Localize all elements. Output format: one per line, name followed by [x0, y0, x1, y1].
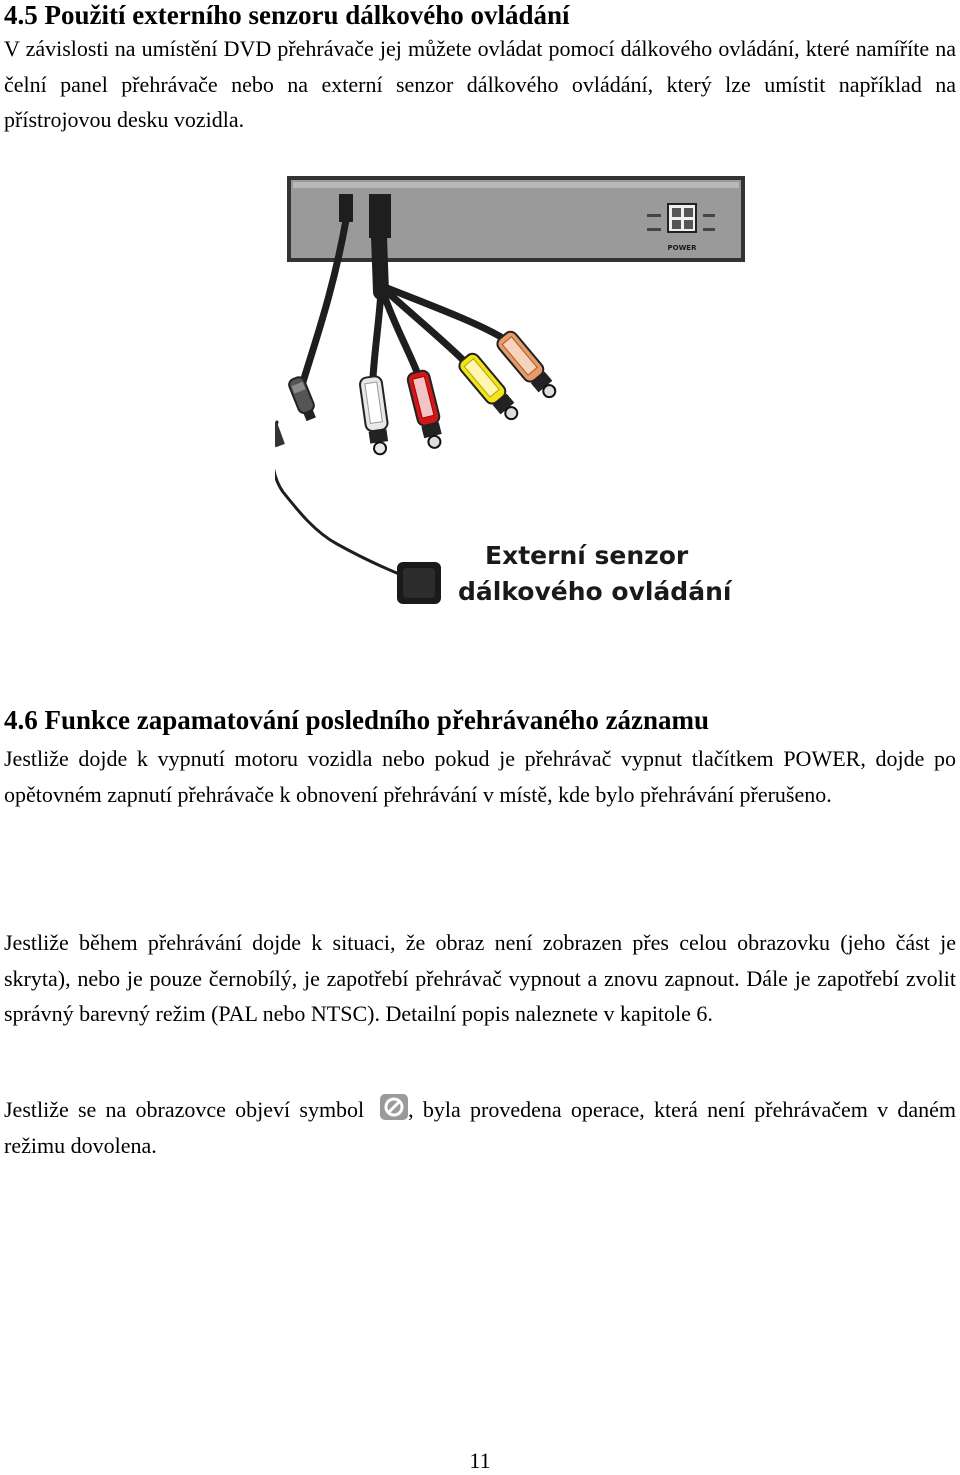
sensor-plug	[287, 375, 318, 422]
section-4-6-paragraph-1: Jestliže dojde k vypnutí motoru vozidla nebo pokud je přehrávač vypnut tlačítkem POWER, dojde po opětovném zapnutí přehrávače k obnovení přehrávání v místě, kde bylo přehrávání přerušeno.	[4, 746, 956, 807]
external-ir-sensor	[397, 562, 441, 604]
figure-label-line-2: dálkového ovládání	[458, 577, 732, 606]
dvd-player-back-panel	[289, 178, 743, 260]
power-panel-label: POWER	[667, 244, 697, 252]
section-heading-4-5: 4.5 Použití externího senzoru dálkového ovládání	[4, 0, 570, 30]
paragraph-3-text-before: Jestliže se na obrazovce objeví symbol	[4, 1097, 365, 1122]
section-4-6-paragraph-3	[4, 1092, 956, 1163]
section-4-6-paragraph-2: Jestliže během přehrávání dojde k situaci, že obraz není zobrazen přes celou obrazovku (jeho část je skryta), nebo je pouze černobílý, je zapotřebí přehrávač vypnout a znovu zapnout. Dále je zapotřebí zvolit správný barevný režim (PAL nebo NTSC). Detailní popis naleznete v kapitole 6.	[4, 930, 956, 1026]
prohibited-operation-icon	[380, 1094, 408, 1120]
external-sensor-figure	[275, 172, 755, 612]
figure-label-line-1: Externí senzor	[485, 541, 689, 570]
section-heading-4-6: 4.6 Funkce zapamatování posledního přehrávaného záznamu	[4, 705, 710, 735]
paragraph-3-text-after: , byla provedena operace, která není přehrávačem v daném režimu dovolena.	[4, 1097, 956, 1158]
white-rca-plug	[359, 375, 392, 455]
section-4-5-paragraph: V závislosti na umístění DVD přehrávače jej můžete ovládat pomocí dálkového ovládání, které namíříte na čelní panel přehrávače nebo na externí senzor dálkového ovládání, který lze umístit například na přístrojovou desku vozidla.	[4, 36, 956, 132]
red-rca-plug	[406, 369, 446, 450]
page-number: 11	[469, 1448, 491, 1473]
